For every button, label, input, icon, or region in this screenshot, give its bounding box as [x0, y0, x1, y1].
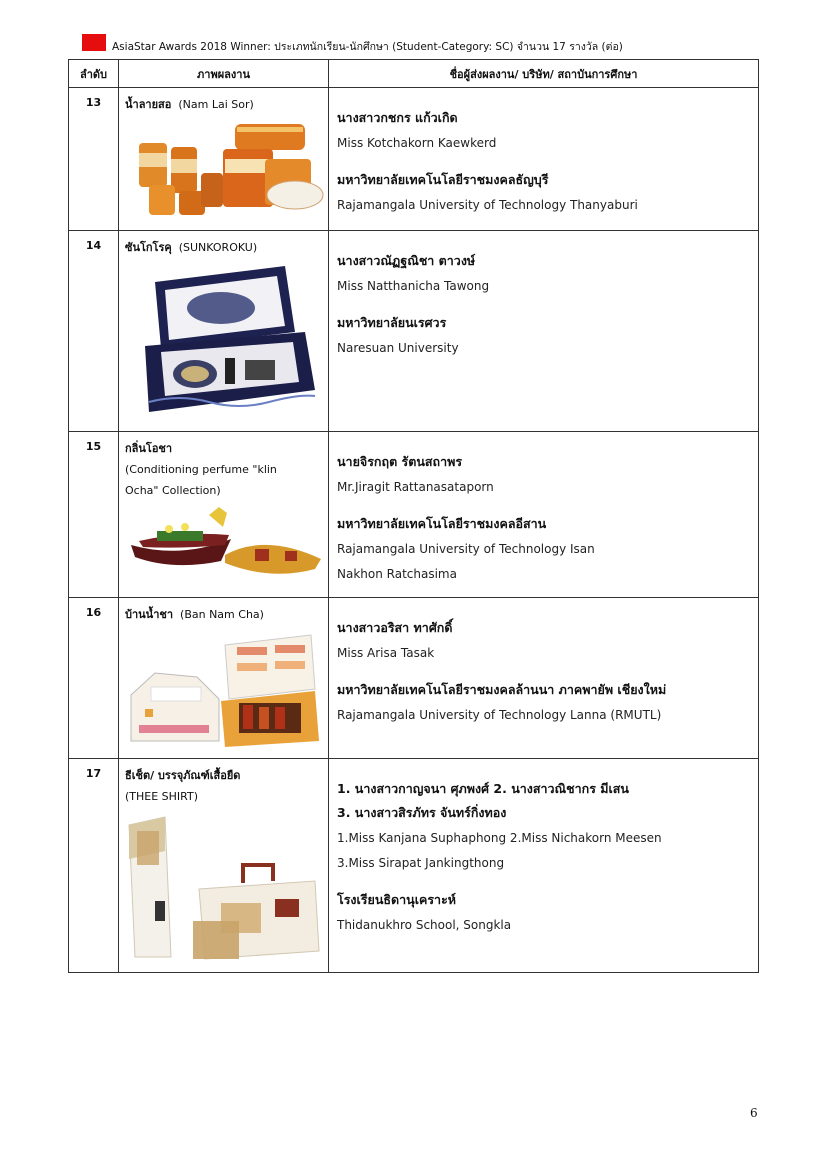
- entrant-name-en: Miss Arisa Tasak: [337, 646, 435, 660]
- entrant-cell: [329, 759, 759, 973]
- product-name-th: กลิ่นโอชา: [125, 442, 173, 455]
- product-name-en: (Nam Lai Sor): [178, 98, 254, 111]
- rank-cell: 17: [69, 759, 119, 973]
- table-row: [69, 231, 759, 432]
- rank-cell: 13: [69, 88, 119, 231]
- institution-name-en: Thidanukhro School, Songkla: [337, 918, 512, 932]
- entrant-name-th: นายจิรกฤต รัตนสถาพร: [337, 454, 463, 469]
- page-header: [82, 34, 767, 56]
- table-row: [69, 598, 759, 759]
- institution-name-en-line1: Rajamangala University of Technology Isan: [337, 542, 595, 556]
- entrant-name-th: นางสาวอริสา ทาศักดิ์: [337, 620, 453, 635]
- red-flag-icon: [82, 34, 106, 51]
- institution-name-th: มหาวิทยาลัยนเรศวร: [337, 315, 447, 330]
- product-photo: [125, 119, 322, 226]
- rank-cell: 14: [69, 231, 119, 432]
- institution-name-th: มหาวิทยาลัยเทคโนโลยีราชมงคลธัญบุรี: [337, 172, 549, 187]
- institution-name-en: Naresuan University: [337, 341, 459, 355]
- entrant-names-th-line1: 1. นางสาวกาญจนา ศุภพงศ์ 2. นางสาวณิชากร มีเสน: [337, 781, 629, 796]
- entrant-cell: [329, 432, 759, 598]
- column-header-entrant: ชื่อผู้ส่งผลงาน/ บริษัท/ สถาบันการศึกษา: [329, 60, 759, 88]
- product-name-en: (Ban Nam Cha): [180, 608, 264, 621]
- product-photo: [125, 629, 322, 754]
- entrant-name-th: นางสาวกชกร แก้วเกิด: [337, 110, 458, 125]
- institution-name-en: Rajamangala University of Technology Lanna (RMUTL): [337, 708, 662, 722]
- product-cell: [119, 759, 329, 973]
- product-cell: [119, 231, 329, 432]
- entrant-cell: [329, 88, 759, 231]
- product-photo: [125, 811, 322, 968]
- product-name-en-line2: Ocha" Collection): [125, 484, 221, 497]
- entrant-cell: [329, 598, 759, 759]
- product-cell: [119, 598, 329, 759]
- institution-name-en-line2: Nakhon Ratchasima: [337, 567, 457, 581]
- product-cell: [119, 432, 329, 598]
- entrant-cell: [329, 231, 759, 432]
- entrant-name-en: Miss Kotchakorn Kaewkerd: [337, 136, 497, 150]
- product-photo: [125, 505, 322, 582]
- product-cell: [119, 88, 329, 231]
- product-photo: [125, 262, 322, 427]
- column-header-image: ภาพผลงาน: [119, 60, 329, 88]
- entrant-name-en: Miss Natthanicha Tawong: [337, 279, 490, 293]
- entrant-names-en-line2: 3.Miss Sirapat Jankingthong: [337, 856, 505, 870]
- entrant-name-en: Mr.Jiragit Rattanasataporn: [337, 480, 494, 494]
- rank-cell: 15: [69, 432, 119, 598]
- institution-name-en: Rajamangala University of Technology Thanyaburi: [337, 198, 638, 212]
- awards-table: [68, 59, 759, 973]
- product-name-en-line1: (Conditioning perfume "klin: [125, 463, 277, 476]
- product-name-en: (SUNKOROKU): [178, 241, 258, 254]
- institution-name-th: มหาวิทยาลัยเทคโนโลยีราชมงคลอีสาน: [337, 516, 547, 531]
- table-header-row: [69, 60, 759, 88]
- entrant-names-en-line1: 1.Miss Kanjana Suphaphong 2.Miss Nichakorn Meesen: [337, 831, 662, 845]
- header-title: AsiaStar Awards 2018 Winner: ประเภทนักเรียน-นักศึกษา (Student-Category: SC) จำนวน 17 รางวัล (ต่อ): [112, 41, 623, 53]
- table-row: [69, 88, 759, 231]
- column-header-rank: ลำดับ: [69, 60, 119, 88]
- product-name-th: บ้านน้ำชา: [125, 608, 174, 621]
- product-name-th: ธีเช็ต/ บรรจุภัณฑ์เสื้อยืด: [125, 769, 241, 782]
- entrant-names-th-line2: 3. นางสาวสิรภัทร จันทร์กิ่งทอง: [337, 805, 507, 820]
- table-row: [69, 432, 759, 598]
- institution-name-th: มหาวิทยาลัยเทคโนโลยีราชมงคลล้านนา ภาคพายัพ เชียงใหม่: [337, 682, 667, 697]
- institution-name-th: โรงเรียนธิดานุเคราะห์: [337, 892, 457, 907]
- entrant-name-th: นางสาวณัฏฐณิชา ตาวงษ์: [337, 253, 476, 268]
- product-name-th: ซันโกโรคุ: [125, 241, 172, 254]
- table-row: [69, 759, 759, 973]
- page-number: 6: [750, 1106, 758, 1120]
- rank-cell: 16: [69, 598, 119, 759]
- product-name-th: น้ำลายสอ: [125, 98, 172, 111]
- product-name-en: (THEE SHIRT): [125, 790, 199, 803]
